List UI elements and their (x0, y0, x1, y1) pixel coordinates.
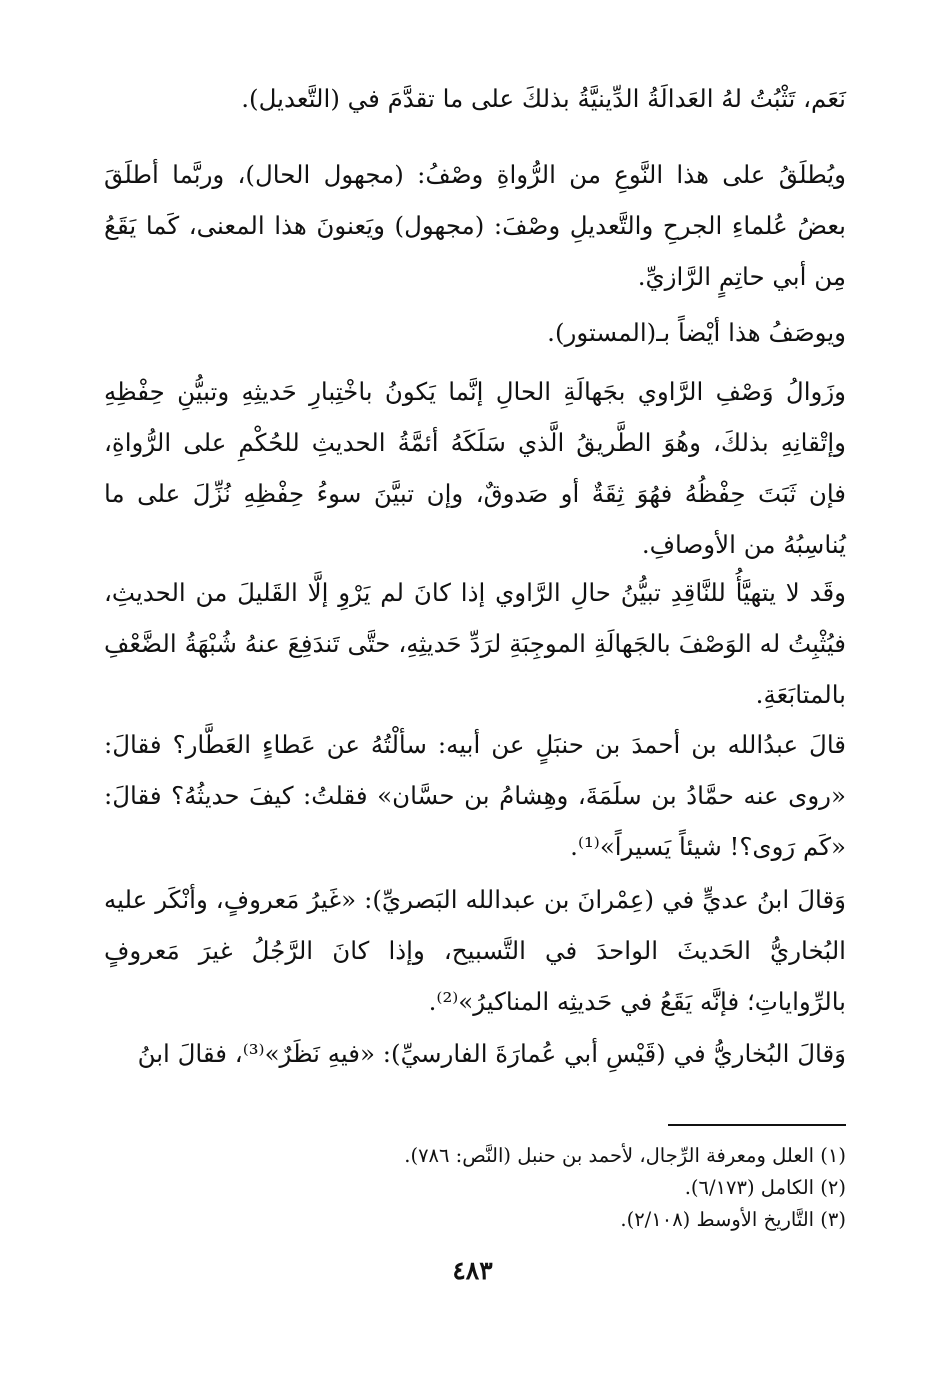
footnote-2: (٢) الكامل (٦/١٧٣). (684, 1176, 846, 1199)
footnote-3: (٣) التَّاريخ الأوسط (٢/١٠٨). (620, 1208, 846, 1231)
paragraph-6: قالَ عبدُالله بن أحمدَ بن حنبَلٍ عن أبيه: سألْتُهُ عن عَطاءٍ العَطَّار؟ فقالَ: «روى عنه حمَّادُ بن سلَمَةَ، وهِشامُ بن حسَّان» فقلتُ: كيفَ حديثُهُ؟ فقالَ: «كَم رَوى؟! شيئاً يَسيراً»⁽¹⁾. (104, 730, 846, 861)
paragraph-1: نَعَم، تَثْبُتُ لهُ العَدالَةُ الدِّينيَّةُ بذلكَ على ما تقدَّمَ في (التَّعديل). (241, 84, 846, 113)
paragraph-7: وَقالَ ابنُ عديٍّ في (عِمْرانَ بن عبدالله البَصريِّ): «غَيرُ مَعروفٍ، وأنْكَر عليه البُخاريُّ الحَديثَ الواحدَ في التَّسبيح، وإذا كانَ الرَّجُلُ غيرَ مَعروفٍ بالرِّواياتِ؛ فإنَّه يَقَعُ في حَديثِه المناكيرُ»⁽²⁾. (104, 885, 846, 1016)
page-number: ٤٨٣ (452, 1256, 493, 1285)
paragraph-5: وقَد لا يتهيَّأُ للنَّاقِدِ تبيُّنُ حالِ الرَّاوي إذا كانَ لم يَرْوِ إلَّا القَليلَ من الحديثِ، فيُثْبِتُ له الوَصْفَ بالجَهالَةِ الموجِبَةِ لرَدِّ حَديثِهِ، حتَّى تَندَفِعَ عنهُ شُبْهَةُ الضَّعْفِ بالمتابَعَةِ. (104, 578, 846, 709)
paragraph-3: ويوصَفُ هذا أيْضاً بـ(المستور). (547, 318, 846, 347)
footnote-1: (١) العلل ومعرفة الرِّجال، لأحمد بن حنبل (النَّص: ٧٨٦). (404, 1144, 846, 1167)
paragraph-4: وزَوالُ وَصْفِ الرَّاوي بجَهالَةِ الحالِ إنَّما يَكونُ باخْتِبارِ حَديثِهِ وتبيُّنِ حِفْظِهِ وإتْقانِهِ بذلكَ، وهُوَ الطَّريقُ الَّذي سَلَكَهُ أئمَّةُ الحديثِ للحُكْمِ على الرُّواةِ، فإن ثَبَتَ حِفْظُهُ فهُوَ ثِقَةٌ أو صَدوقٌ، وإن تبيَّنَ سوءُ حِفْظِهِ نُزِّلَ على ما يُناسِبُهُ من الأوصافِ. (104, 377, 846, 559)
paragraph-2: ويُطلَقُ على هذا النَّوعِ من الرُّواةِ وصْفُ: (مجهول الحال)، وربَّما أطلَقَ بعضُ عُلماءِ الجرحِ والتَّعديلِ وصْفَ: (مجهول) ويَعنونَ هذا المعنى، كَما يَقَعُ مِن أبي حاتِمٍ الرَّازيِّ. (104, 160, 846, 291)
footnote-separator (668, 1124, 846, 1126)
paragraph-8: وَقالَ البُخاريُّ في (قَيْسِ أبي عُمارَةَ الفارسيِّ): «فيهِ نَظَرٌ»⁽³⁾، فقالَ ابنُ (137, 1039, 846, 1068)
